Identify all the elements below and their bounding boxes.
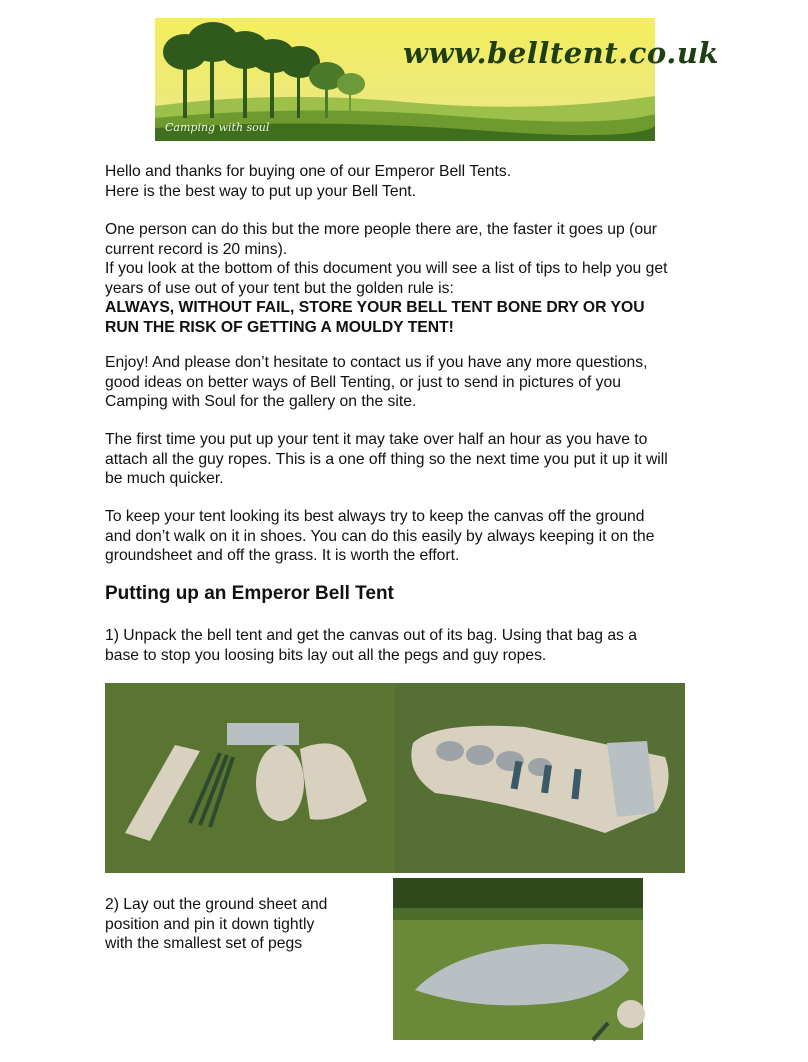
tagline: Camping with soul [165, 121, 270, 134]
warning-line: ALWAYS, WITHOUT FAIL, STORE YOUR BELL TENT BONE DRY OR YOU [105, 299, 645, 316]
text-line: good ideas on better ways of Bell Tenting, or just to send in pictures of you [105, 373, 621, 391]
banner [155, 18, 720, 141]
text-line: years of use out of your tent but the golden rule is: [105, 279, 454, 297]
text-line: 1) Unpack the bell tent and get the canvas out of its bag. Using that bag as a [105, 627, 637, 644]
text-line: position and pin it down tightly [105, 915, 315, 933]
first-time-paragraph [105, 430, 725, 489]
text-line: attach all the guy ropes. This is a one off thing so the next time you put it up it will [105, 450, 668, 468]
text-line: Camping with Soul for the gallery on the site. [105, 393, 417, 410]
text-line: and don’t walk on it in shoes. You can do this easily by always keeping it on the [105, 527, 655, 545]
section-heading: Putting up an Emperor Bell Tent [105, 583, 394, 604]
text-line: 2) Lay out the ground sheet and [105, 896, 328, 913]
text-line: current record is 20 mins). [105, 240, 288, 258]
text-line: If you look at the bottom of this document you will see a list of tips to help you get [105, 260, 668, 277]
text-line: Hello and thanks for buying one of our Emperor Bell Tents. [105, 163, 512, 180]
site-url[interactable]: www.belltent.co.uk [403, 36, 720, 70]
text-line: Here is the best way to put up your Bell Tent. [105, 182, 417, 200]
enjoy-paragraph [105, 353, 725, 412]
text-line: groundsheet and off the grass. It is worth the effort. [105, 547, 460, 564]
canvas-care-paragraph [105, 507, 725, 566]
text-line: To keep your tent looking its best always try to keep the canvas off the ground [105, 508, 645, 525]
intro-paragraph [105, 162, 725, 201]
photo-ground-sheet [393, 878, 643, 1040]
step1-paragraph [105, 626, 725, 665]
text-line: be much quicker. [105, 470, 224, 487]
photo-bag-with-pegs [395, 683, 685, 873]
text-line: The first time you put up your tent it may take over half an hour as you have to [105, 431, 648, 448]
photo-unpacked-kit [105, 683, 395, 873]
text-line: One person can do this but the more people there are, the faster it goes up (our [105, 221, 658, 238]
text-line: Enjoy! And please don’t hesitate to contact us if you have any more questions, [105, 354, 648, 371]
text-line: base to stop you loosing bits lay out all the pegs and guy ropes. [105, 646, 547, 664]
people-paragraph [105, 220, 725, 337]
text-line: with the smallest set of pegs [105, 935, 303, 952]
warning-line: RUN THE RISK OF GETTING A MOULDY TENT! [105, 318, 454, 336]
